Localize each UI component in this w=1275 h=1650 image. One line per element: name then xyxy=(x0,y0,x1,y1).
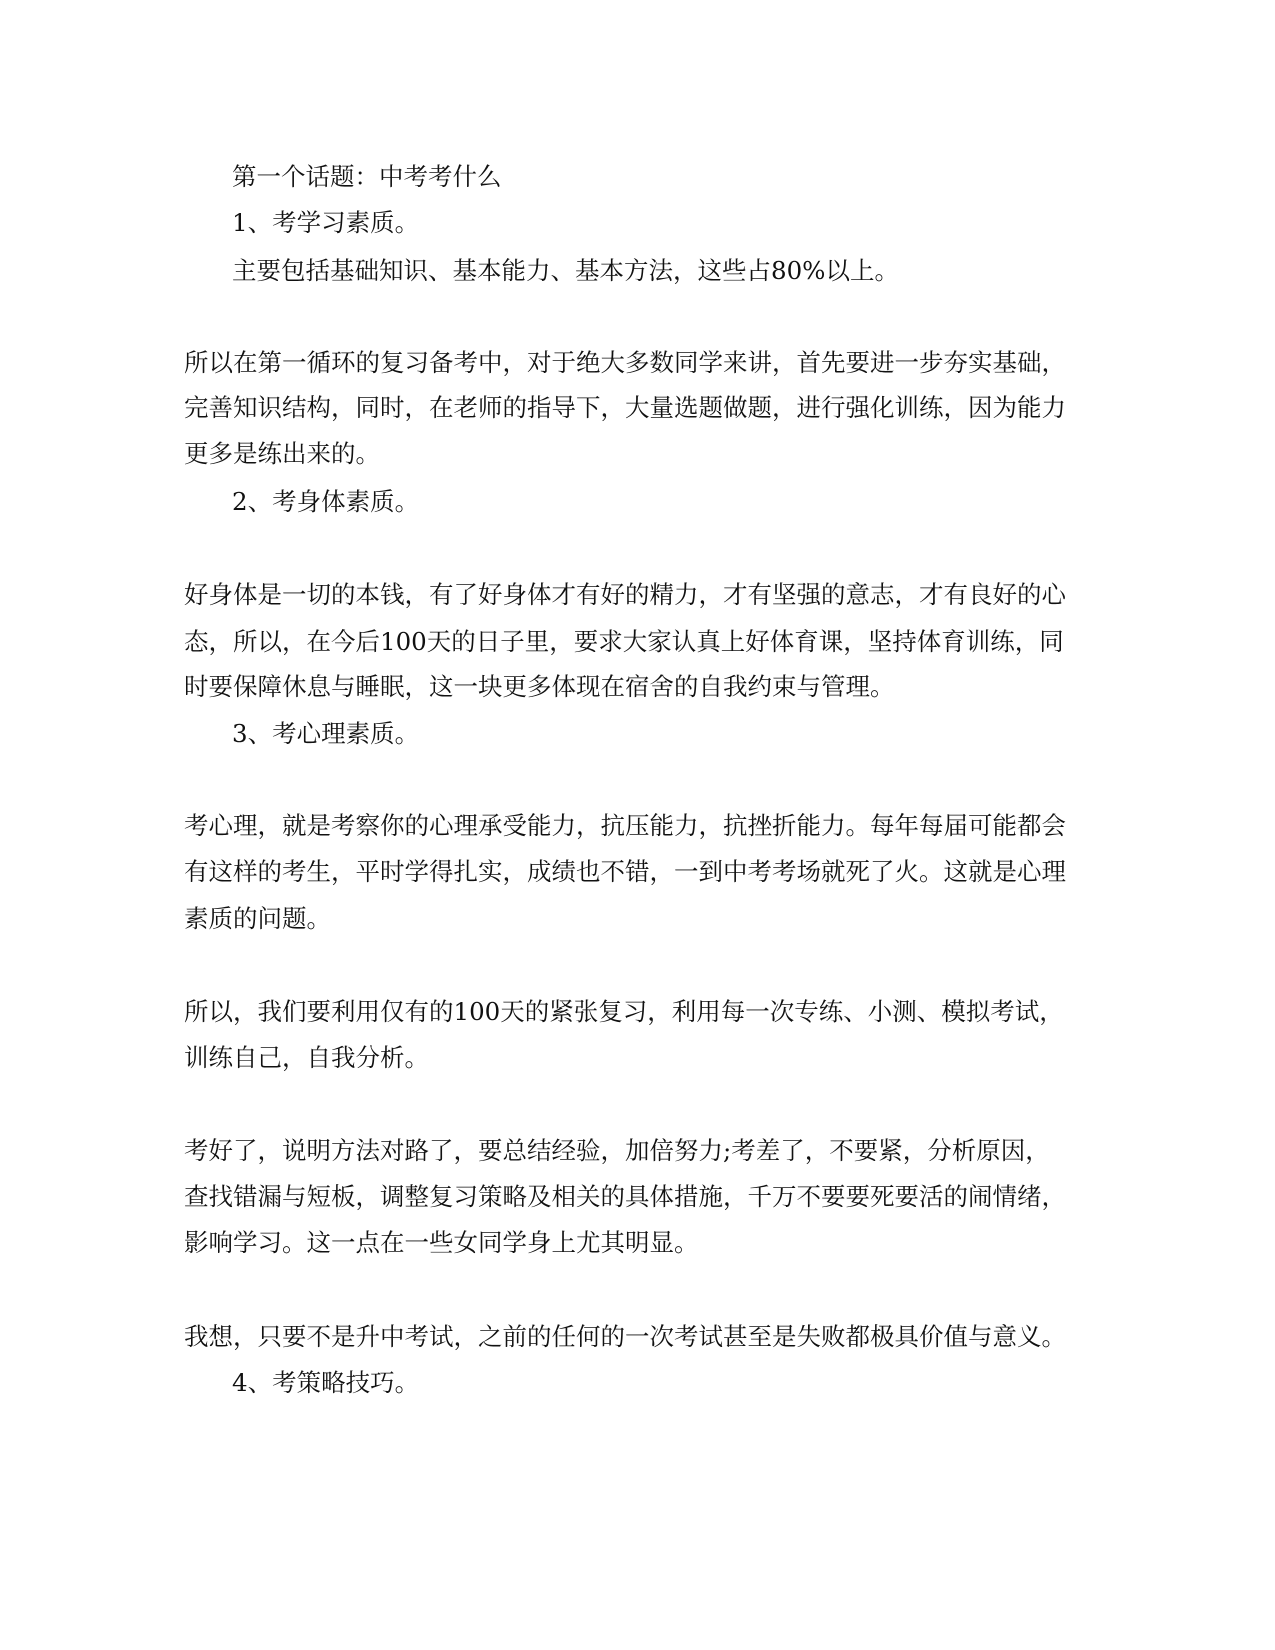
paragraph-4-line-2: 训练自己，自我分析。 xyxy=(184,1043,429,1072)
item-1-title: 1、考学习素质。 xyxy=(232,208,420,237)
paragraph-1-line-1: 所以在第一循环的复习备考中，对于绝大多数同学来讲，首先要进一步夯实基础， xyxy=(184,348,1066,377)
item-4-title: 4、考策略技巧。 xyxy=(232,1368,420,1397)
paragraph-2-line-2: 态，所以，在今后100天的日子里，要求大家认真上好体育课，坚持体育训练，同 xyxy=(184,627,1064,656)
paragraph-3-line-2: 有这样的考生，平时学得扎实，成绩也不错，一到中考考场就死了火。这就是心理 xyxy=(184,857,1066,886)
item-2-title: 2、考身体素质。 xyxy=(232,487,420,516)
item-1-summary: 主要包括基础知识、基本能力、基本方法，这些占80%以上。 xyxy=(232,256,899,285)
paragraph-3-line-1: 考心理，就是考察你的心理承受能力，抗压能力，抗挫折能力。每年每届可能都会 xyxy=(184,811,1066,840)
document-heading: 第一个话题：中考考什么 xyxy=(232,162,502,191)
paragraph-5-line-3: 影响学习。这一点在一些女同学身上尤其明显。 xyxy=(184,1228,699,1257)
paragraph-5-line-1: 考好了，说明方法对路了，要总结经验，加倍努力;考差了，不要紧，分析原因， xyxy=(184,1136,1050,1165)
paragraph-6-line-1: 我想，只要不是升中考试，之前的任何的一次考试甚至是失败都极具价值与意义。 xyxy=(184,1322,1066,1351)
paragraph-4-line-1: 所以，我们要利用仅有的100天的紧张复习，利用每一次专练、小测、模拟考试， xyxy=(184,997,1064,1026)
paragraph-1-line-2: 完善知识结构，同时，在老师的指导下，大量选题做题，进行强化训练，因为能力 xyxy=(184,393,1066,422)
paragraph-2-line-1: 好身体是一切的本钱，有了好身体才有好的精力，才有坚强的意志，才有良好的心 xyxy=(184,580,1066,609)
item-3-title: 3、考心理素质。 xyxy=(232,719,420,748)
paragraph-1-line-3: 更多是练出来的。 xyxy=(184,439,380,468)
paragraph-3-line-3: 素质的问题。 xyxy=(184,904,331,933)
paragraph-5-line-2: 查找错漏与短板，调整复习策略及相关的具体措施，千万不要要死要活的闹情绪， xyxy=(184,1182,1066,1211)
paragraph-2-line-3: 时要保障休息与睡眠，这一块更多体现在宿舍的自我约束与管理。 xyxy=(184,672,895,701)
